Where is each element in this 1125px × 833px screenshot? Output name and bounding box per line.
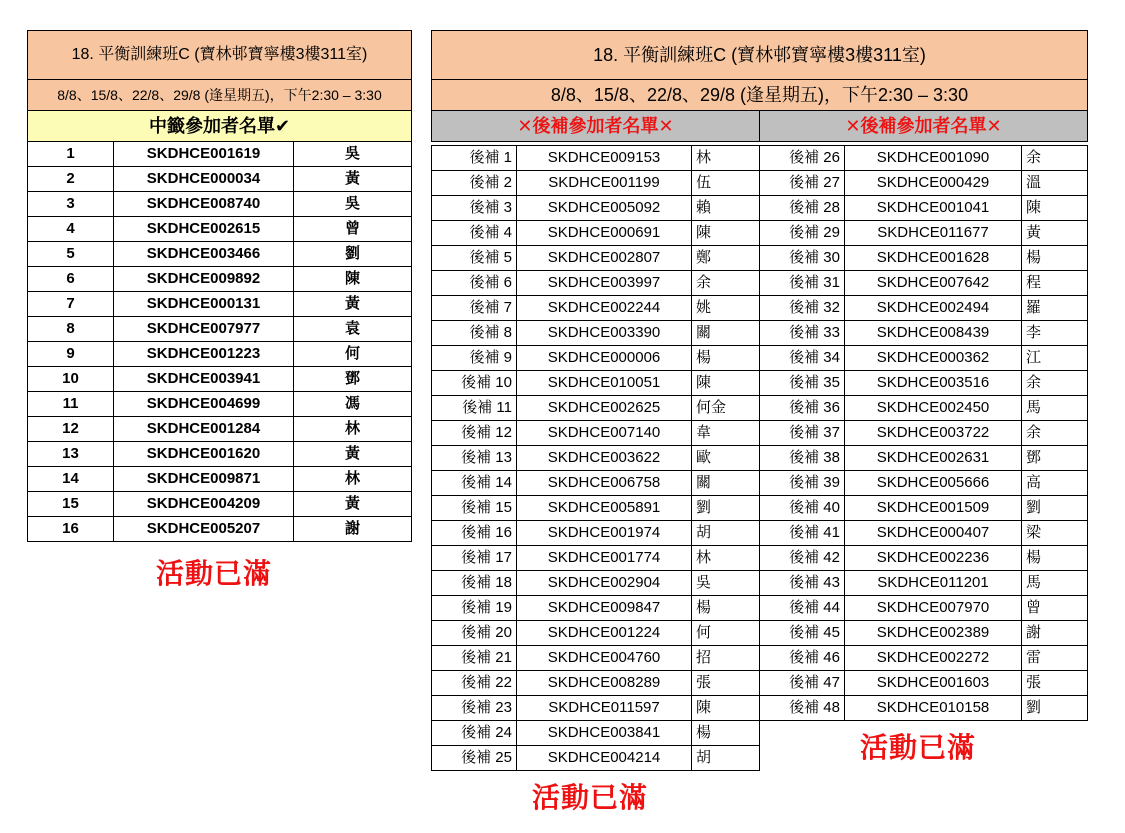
table-row — [28, 242, 412, 267]
surname: 曾 — [294, 217, 412, 242]
table-row — [760, 221, 1088, 246]
member-id: SKDHCE001090 — [845, 146, 1022, 171]
class-schedule: 8/8、15/8、22/8、29/8 (逢星期五)，下午2:30 – 3:30 — [28, 80, 412, 111]
surname: 余 — [1022, 421, 1088, 446]
table-row — [432, 721, 760, 746]
surname: 程 — [1022, 271, 1088, 296]
table-row — [760, 271, 1088, 296]
surname: 吳 — [692, 571, 760, 596]
row-number: 13 — [28, 442, 114, 467]
surname: 鄧 — [1022, 446, 1088, 471]
row-number: 後補 21 — [432, 646, 517, 671]
table-row — [432, 521, 760, 546]
surname: 何金 — [692, 396, 760, 421]
surname: 陳 — [1022, 196, 1088, 221]
row-number: 10 — [28, 367, 114, 392]
surname: 羅 — [1022, 296, 1088, 321]
member-id: SKDHCE003622 — [517, 446, 692, 471]
class-schedule: 8/8、15/8、22/8、29/8 (逢星期五)，下午2:30 – 3:30 — [432, 80, 1088, 111]
surname: 李 — [1022, 321, 1088, 346]
surname: 陳 — [692, 696, 760, 721]
surname: 何 — [692, 621, 760, 646]
member-id: SKDHCE007970 — [845, 596, 1022, 621]
member-id: SKDHCE002272 — [845, 646, 1022, 671]
row-number: 後補 43 — [760, 571, 845, 596]
surname: 賴 — [692, 196, 760, 221]
surname: 韋 — [692, 421, 760, 446]
surname: 姚 — [692, 296, 760, 321]
member-id: SKDHCE001603 — [845, 671, 1022, 696]
row-number: 後補 11 — [432, 396, 517, 421]
row-number: 11 — [28, 392, 114, 417]
row-number: 後補 34 — [760, 346, 845, 371]
member-id: SKDHCE002494 — [845, 296, 1022, 321]
member-id: SKDHCE005666 — [845, 471, 1022, 496]
row-number: 9 — [28, 342, 114, 367]
surname: 鄧 — [294, 367, 412, 392]
row-number: 後補 14 — [432, 471, 517, 496]
member-id: SKDHCE000407 — [845, 521, 1022, 546]
member-id: SKDHCE000006 — [517, 346, 692, 371]
row-number: 後補 27 — [760, 171, 845, 196]
member-id: SKDHCE002244 — [517, 296, 692, 321]
member-id: SKDHCE008740 — [114, 192, 294, 217]
surname: 關 — [692, 471, 760, 496]
table-row — [28, 267, 412, 292]
row-number: 後補 6 — [432, 271, 517, 296]
member-id: SKDHCE001223 — [114, 342, 294, 367]
row-number: 後補 46 — [760, 646, 845, 671]
member-id: SKDHCE002389 — [845, 621, 1022, 646]
activity-full-label: 活動已滿 — [532, 782, 649, 813]
surname: 梁 — [1022, 521, 1088, 546]
table-row — [432, 321, 760, 346]
row-number: 後補 37 — [760, 421, 845, 446]
table-row — [432, 171, 760, 196]
surname: 黃 — [294, 292, 412, 317]
table-row — [760, 496, 1088, 521]
surname: 楊 — [692, 346, 760, 371]
table-row — [760, 696, 1088, 721]
row-number: 12 — [28, 417, 114, 442]
table-row — [28, 517, 412, 542]
table-row — [760, 446, 1088, 471]
row-number: 後補 35 — [760, 371, 845, 396]
member-id: SKDHCE002236 — [845, 546, 1022, 571]
row-number: 後補 23 — [432, 696, 517, 721]
member-id: SKDHCE009847 — [517, 596, 692, 621]
winners-table — [27, 30, 412, 542]
row-number: 後補 7 — [432, 296, 517, 321]
member-id: SKDHCE000362 — [845, 346, 1022, 371]
table-row — [432, 696, 760, 721]
member-id: SKDHCE001628 — [845, 246, 1022, 271]
member-id: SKDHCE010051 — [517, 371, 692, 396]
row-number: 後補 2 — [432, 171, 517, 196]
activity-full-label: 活動已滿 — [156, 558, 273, 589]
surname: 林 — [294, 467, 412, 492]
row-number: 16 — [28, 517, 114, 542]
row-number: 7 — [28, 292, 114, 317]
row-number: 後補 12 — [432, 421, 517, 446]
surname: 黃 — [294, 492, 412, 517]
row-number: 2 — [28, 167, 114, 192]
surname: 歐 — [692, 446, 760, 471]
row-number: 後補 16 — [432, 521, 517, 546]
row-number: 4 — [28, 217, 114, 242]
member-id: SKDHCE008289 — [517, 671, 692, 696]
surname: 林 — [692, 146, 760, 171]
table-row — [760, 521, 1088, 546]
member-id: SKDHCE003841 — [517, 721, 692, 746]
table-row — [432, 271, 760, 296]
waitlist-header: ✕後補參加者名單✕ — [760, 111, 1088, 142]
table-row — [28, 217, 412, 242]
surname: 關 — [692, 321, 760, 346]
member-id: SKDHCE005092 — [517, 196, 692, 221]
row-number: 後補 25 — [432, 746, 517, 771]
waitlist-column-b — [759, 145, 1088, 721]
row-number: 後補 48 — [760, 696, 845, 721]
table-row — [760, 471, 1088, 496]
row-number: 後補 32 — [760, 296, 845, 321]
member-id: SKDHCE007642 — [845, 271, 1022, 296]
member-id: SKDHCE002615 — [114, 217, 294, 242]
member-id: SKDHCE000691 — [517, 221, 692, 246]
surname: 胡 — [692, 521, 760, 546]
table-row — [760, 371, 1088, 396]
surname: 楊 — [692, 721, 760, 746]
table-row — [28, 392, 412, 417]
table-row — [432, 671, 760, 696]
member-id: SKDHCE003466 — [114, 242, 294, 267]
member-id: SKDHCE001199 — [517, 171, 692, 196]
row-number: 後補 1 — [432, 146, 517, 171]
surname: 馮 — [294, 392, 412, 417]
member-id: SKDHCE005207 — [114, 517, 294, 542]
winners-list-header: 中籤參加者名單✔ — [28, 111, 412, 142]
table-row — [760, 346, 1088, 371]
row-number: 後補 24 — [432, 721, 517, 746]
member-id: SKDHCE003390 — [517, 321, 692, 346]
member-id: SKDHCE009892 — [114, 267, 294, 292]
row-number: 後補 17 — [432, 546, 517, 571]
table-row — [28, 492, 412, 517]
table-row — [432, 596, 760, 621]
table-row — [760, 671, 1088, 696]
waitlist-header-table — [431, 30, 1088, 142]
member-id: SKDHCE004699 — [114, 392, 294, 417]
surname: 招 — [692, 646, 760, 671]
table-row — [432, 196, 760, 221]
surname: 陳 — [692, 221, 760, 246]
table-row — [432, 221, 760, 246]
surname: 雷 — [1022, 646, 1088, 671]
surname: 黃 — [1022, 221, 1088, 246]
table-row — [432, 496, 760, 521]
surname: 溫 — [1022, 171, 1088, 196]
member-id: SKDHCE007140 — [517, 421, 692, 446]
row-number: 後補 42 — [760, 546, 845, 571]
table-row — [760, 571, 1088, 596]
table-row — [760, 646, 1088, 671]
surname: 劉 — [692, 496, 760, 521]
surname: 楊 — [1022, 246, 1088, 271]
table-row — [28, 417, 412, 442]
surname: 江 — [1022, 346, 1088, 371]
surname: 黃 — [294, 442, 412, 467]
member-id: SKDHCE000131 — [114, 292, 294, 317]
table-row — [28, 142, 412, 167]
table-row — [432, 546, 760, 571]
member-id: SKDHCE001509 — [845, 496, 1022, 521]
waitlist-table-b — [759, 145, 1088, 721]
waitlist-column-a — [431, 145, 760, 771]
waitlist-header: ✕後補參加者名單✕ — [432, 111, 760, 142]
table-row — [432, 571, 760, 596]
surname: 鄭 — [692, 246, 760, 271]
surname: 袁 — [294, 317, 412, 342]
table-row — [432, 396, 760, 421]
member-id: SKDHCE001041 — [845, 196, 1022, 221]
member-id: SKDHCE004214 — [517, 746, 692, 771]
class-title: 18. 平衡訓練班C (寶林邨寶寧樓3樓311室) — [28, 31, 412, 80]
row-number: 6 — [28, 267, 114, 292]
member-id: SKDHCE003516 — [845, 371, 1022, 396]
table-row — [760, 596, 1088, 621]
member-id: SKDHCE002625 — [517, 396, 692, 421]
surname: 林 — [294, 417, 412, 442]
table-row — [760, 246, 1088, 271]
table-row — [28, 167, 412, 192]
table-row — [28, 192, 412, 217]
table-row — [432, 346, 760, 371]
table-row — [760, 546, 1088, 571]
surname: 余 — [692, 271, 760, 296]
member-id: SKDHCE000034 — [114, 167, 294, 192]
surname: 何 — [294, 342, 412, 367]
table-row — [760, 421, 1088, 446]
row-number: 後補 8 — [432, 321, 517, 346]
table-row — [432, 471, 760, 496]
table-row — [28, 292, 412, 317]
row-number: 5 — [28, 242, 114, 267]
table-row — [760, 171, 1088, 196]
member-id: SKDHCE002631 — [845, 446, 1022, 471]
member-id: SKDHCE009871 — [114, 467, 294, 492]
row-number: 後補 9 — [432, 346, 517, 371]
row-number: 後補 5 — [432, 246, 517, 271]
surname: 馬 — [1022, 571, 1088, 596]
member-id: SKDHCE005891 — [517, 496, 692, 521]
member-id: SKDHCE002807 — [517, 246, 692, 271]
member-id: SKDHCE002450 — [845, 396, 1022, 421]
surname: 林 — [692, 546, 760, 571]
member-id: SKDHCE004760 — [517, 646, 692, 671]
surname: 馬 — [1022, 396, 1088, 421]
table-row — [28, 442, 412, 467]
row-number: 後補 29 — [760, 221, 845, 246]
row-number: 後補 15 — [432, 496, 517, 521]
member-id: SKDHCE001284 — [114, 417, 294, 442]
row-number: 3 — [28, 192, 114, 217]
row-number: 後補 33 — [760, 321, 845, 346]
row-number: 15 — [28, 492, 114, 517]
member-id: SKDHCE010158 — [845, 696, 1022, 721]
surname: 余 — [1022, 146, 1088, 171]
surname: 陳 — [294, 267, 412, 292]
table-row — [760, 146, 1088, 171]
surname: 黃 — [294, 167, 412, 192]
surname: 陳 — [692, 371, 760, 396]
table-row — [28, 342, 412, 367]
row-number: 後補 41 — [760, 521, 845, 546]
row-number: 後補 13 — [432, 446, 517, 471]
member-id: SKDHCE011201 — [845, 571, 1022, 596]
member-id: SKDHCE006758 — [517, 471, 692, 496]
table-row — [760, 196, 1088, 221]
member-id: SKDHCE000429 — [845, 171, 1022, 196]
member-id: SKDHCE002904 — [517, 571, 692, 596]
row-number: 後補 28 — [760, 196, 845, 221]
row-number: 後補 44 — [760, 596, 845, 621]
row-number: 後補 39 — [760, 471, 845, 496]
surname: 吳 — [294, 192, 412, 217]
member-id: SKDHCE003941 — [114, 367, 294, 392]
row-number: 後補 40 — [760, 496, 845, 521]
surname: 胡 — [692, 746, 760, 771]
member-id: SKDHCE004209 — [114, 492, 294, 517]
row-number: 後補 3 — [432, 196, 517, 221]
surname: 楊 — [1022, 546, 1088, 571]
table-row — [760, 621, 1088, 646]
waitlist-table-a — [431, 145, 760, 771]
row-number: 後補 22 — [432, 671, 517, 696]
table-row — [432, 246, 760, 271]
surname: 謝 — [294, 517, 412, 542]
waitlist-panel — [431, 30, 1088, 142]
member-id: SKDHCE001620 — [114, 442, 294, 467]
table-row — [760, 296, 1088, 321]
surname: 高 — [1022, 471, 1088, 496]
row-number: 後補 31 — [760, 271, 845, 296]
surname: 楊 — [692, 596, 760, 621]
row-number: 後補 20 — [432, 621, 517, 646]
row-number: 後補 36 — [760, 396, 845, 421]
surname: 伍 — [692, 171, 760, 196]
table-row — [432, 446, 760, 471]
table-row — [28, 367, 412, 392]
surname: 劉 — [294, 242, 412, 267]
row-number: 後補 4 — [432, 221, 517, 246]
member-id: SKDHCE011677 — [845, 221, 1022, 246]
row-number: 8 — [28, 317, 114, 342]
table-row — [28, 317, 412, 342]
surname: 曾 — [1022, 596, 1088, 621]
surname: 劉 — [1022, 696, 1088, 721]
member-id: SKDHCE007977 — [114, 317, 294, 342]
winners-panel — [27, 30, 412, 542]
surname: 劉 — [1022, 496, 1088, 521]
member-id: SKDHCE001774 — [517, 546, 692, 571]
row-number: 14 — [28, 467, 114, 492]
table-row — [432, 421, 760, 446]
table-row — [28, 467, 412, 492]
row-number: 後補 19 — [432, 596, 517, 621]
table-row — [432, 746, 760, 771]
row-number: 後補 18 — [432, 571, 517, 596]
row-number: 後補 47 — [760, 671, 845, 696]
table-row — [432, 621, 760, 646]
row-number: 後補 45 — [760, 621, 845, 646]
surname: 余 — [1022, 371, 1088, 396]
member-id: SKDHCE009153 — [517, 146, 692, 171]
member-id: SKDHCE001974 — [517, 521, 692, 546]
class-title: 18. 平衡訓練班C (寶林邨寶寧樓3樓311室) — [432, 31, 1088, 80]
member-id: SKDHCE003997 — [517, 271, 692, 296]
table-row — [432, 646, 760, 671]
table-row — [760, 396, 1088, 421]
surname: 張 — [692, 671, 760, 696]
table-row — [432, 371, 760, 396]
member-id: SKDHCE001619 — [114, 142, 294, 167]
table-row — [432, 146, 760, 171]
member-id: SKDHCE003722 — [845, 421, 1022, 446]
member-id: SKDHCE011597 — [517, 696, 692, 721]
surname: 張 — [1022, 671, 1088, 696]
activity-full-label: 活動已滿 — [860, 732, 977, 763]
member-id: SKDHCE001224 — [517, 621, 692, 646]
table-row — [432, 296, 760, 321]
row-number: 後補 30 — [760, 246, 845, 271]
row-number: 後補 26 — [760, 146, 845, 171]
surname: 吳 — [294, 142, 412, 167]
row-number: 後補 10 — [432, 371, 517, 396]
table-row — [760, 321, 1088, 346]
row-number: 後補 38 — [760, 446, 845, 471]
row-number: 1 — [28, 142, 114, 167]
member-id: SKDHCE008439 — [845, 321, 1022, 346]
surname: 謝 — [1022, 621, 1088, 646]
